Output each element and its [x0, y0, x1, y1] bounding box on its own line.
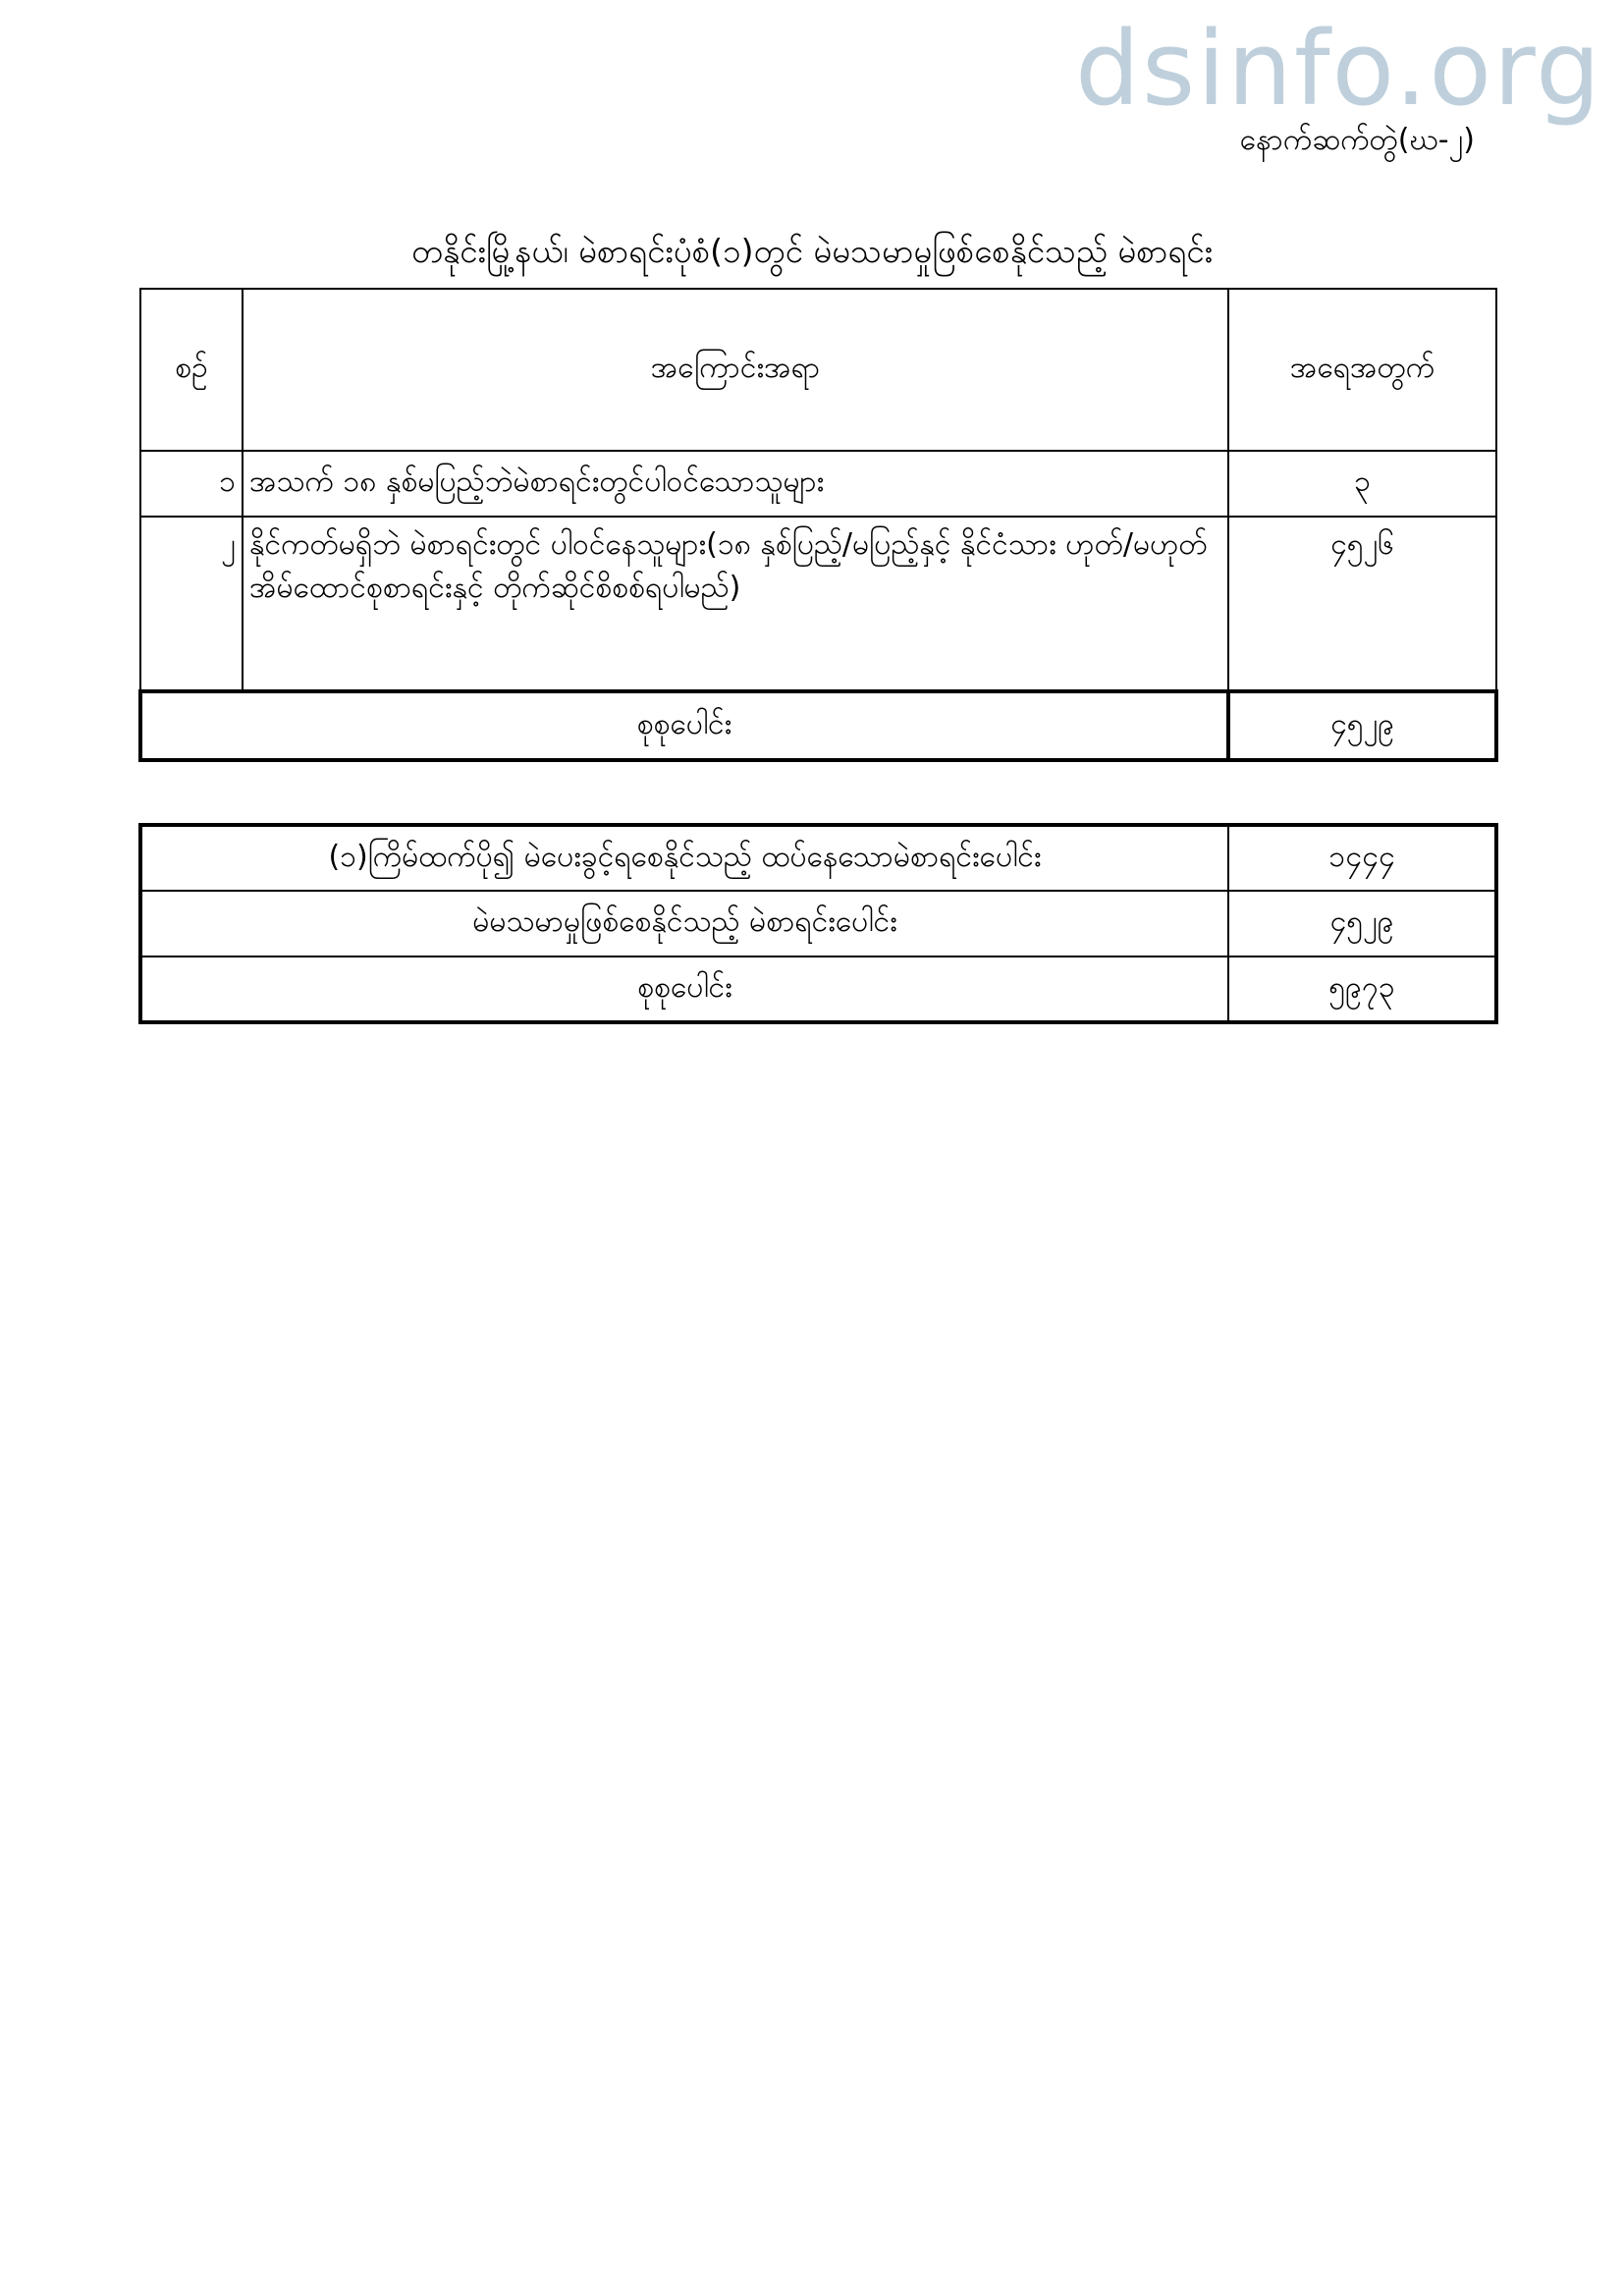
row-no: ၂	[140, 517, 243, 691]
header-count: အရေအတွက်	[1228, 289, 1496, 451]
total-row	[140, 691, 1496, 760]
row-description: နိုင်ကတ်မရှိဘဲ မဲစာရင်းတွင် ပါဝင်နေသူများ(၁၈ နှစ်ပြည့်/မပြည့်နှင့် နိုင်ငံသား ဟုတ်/မဟုတ် အိမ်ထောင်စုစာရင်းနှင့် တိုက်ဆိုင်စိစစ်ရပါမည်)	[243, 517, 1228, 691]
summary-row	[140, 957, 1496, 1022]
row-count: ၃	[1228, 451, 1496, 517]
header-no: စဉ်	[140, 289, 243, 451]
row-count: ၄၅၂၆	[1228, 517, 1496, 691]
summary-value: ၁၄၄၄	[1228, 825, 1496, 891]
page-title: တနိုင်းမြို့နယ်၊ မဲစာရင်းပုံစံ(၁)တွင် မဲမသမာမှုဖြစ်စေနိုင်သည့် မဲစာရင်း	[411, 232, 1213, 270]
row-description: အသက် ၁၈ နှစ်မပြည့်ဘဲမဲစာရင်းတွင်ပါဝင်သောသူများ	[243, 451, 1228, 517]
table-header-row	[140, 289, 1496, 451]
summary-label: စုစုပေါင်း	[140, 957, 1228, 1022]
summary-label: မဲမသမာမှုဖြစ်စေနိုင်သည့် မဲစာရင်းပေါင်း	[140, 891, 1228, 957]
header-description: အကြောင်းအရာ	[243, 289, 1228, 451]
summary-value: ၄၅၂၉	[1228, 891, 1496, 957]
summary-row	[140, 891, 1496, 957]
summary-label: (၁)ကြိမ်ထက်ပို၍ မဲပေးခွင့်ရစေနိုင်သည့် ထပ်နေသောမဲစာရင်းပေါင်း	[140, 825, 1228, 891]
row-no: ၁	[140, 451, 243, 517]
summary-table	[138, 823, 1498, 1024]
annex-label: နောက်ဆက်တွဲ(ဃ-၂)	[1239, 123, 1475, 157]
total-value: ၄၅၂၉	[1228, 691, 1496, 760]
summary-row	[140, 825, 1496, 891]
voter-list-table	[138, 288, 1498, 762]
table-row	[140, 451, 1496, 517]
summary-value: ၅၉၇၃	[1228, 957, 1496, 1022]
table-row	[140, 517, 1496, 691]
watermark: dsinfo.org	[1074, 9, 1602, 129]
total-label: စုစုပေါင်း	[140, 691, 1228, 760]
